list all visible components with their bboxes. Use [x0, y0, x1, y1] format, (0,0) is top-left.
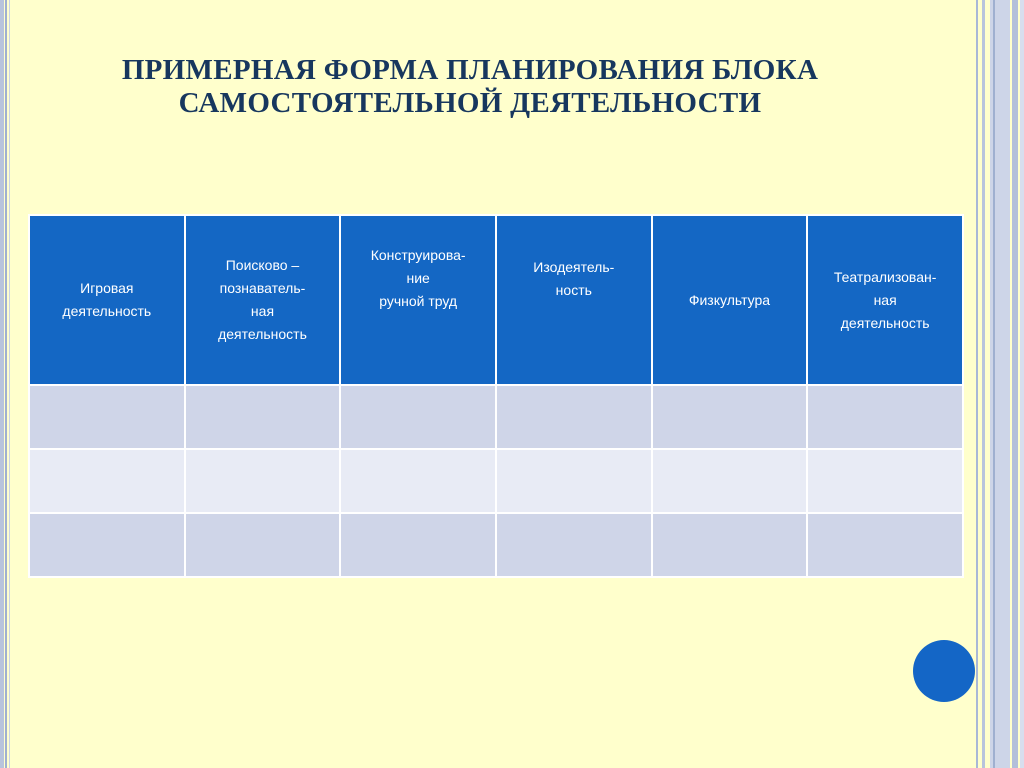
right-decorative-frame	[976, 0, 1024, 768]
table-cell[interactable]	[185, 513, 341, 577]
header-line: ность	[555, 282, 592, 298]
table-row	[29, 385, 963, 449]
header-line: ние	[406, 270, 430, 286]
header-cell-art-activity	[496, 215, 652, 385]
right-frame-stripe	[976, 0, 978, 768]
table-cell[interactable]	[185, 449, 341, 513]
header-line: Игровая	[80, 280, 134, 296]
header-cell-game-activity	[29, 215, 185, 385]
table-cell[interactable]	[807, 385, 963, 449]
left-decorative-frame	[0, 0, 14, 768]
right-frame-stripe	[993, 0, 995, 768]
header-cell-search-activity	[185, 215, 341, 385]
header-line: деятельность	[218, 326, 307, 342]
page-title	[30, 54, 910, 120]
table-cell[interactable]	[652, 513, 808, 577]
planning-table	[28, 214, 964, 578]
header-line: ручной труд	[379, 293, 458, 309]
table-cell[interactable]	[185, 385, 341, 449]
table-cell[interactable]	[496, 449, 652, 513]
title-line-2: САМОСТОЯТЕЛЬНОЙ ДЕЯТЕЛЬНОСТИ	[178, 87, 762, 119]
table-row	[29, 513, 963, 577]
left-frame-stripe	[0, 0, 4, 768]
table-cell[interactable]	[340, 513, 496, 577]
table-cell[interactable]	[340, 385, 496, 449]
header-line: Изодеятель-	[533, 259, 615, 275]
table-row	[29, 449, 963, 513]
right-frame-stripe	[1012, 0, 1018, 768]
header-line: познаватель-	[219, 280, 306, 296]
header-line: деятельность	[840, 314, 930, 331]
right-frame-stripe	[1020, 0, 1024, 768]
table-cell[interactable]	[652, 385, 808, 449]
header-line: ная	[873, 291, 897, 308]
header-line: ная	[250, 303, 275, 319]
header-line: Поисково –	[225, 257, 300, 273]
table-cell[interactable]	[29, 449, 185, 513]
header-cell-theatrical-activity	[807, 215, 963, 385]
right-frame-stripe	[982, 0, 985, 768]
header-line: Театрализован-	[833, 268, 937, 285]
header-line: Физкультура	[688, 291, 771, 308]
title-line-1: ПРИМЕРНАЯ ФОРМА ПЛАНИРОВАНИЯ БЛОКА	[121, 54, 819, 86]
table-cell[interactable]	[652, 449, 808, 513]
table-cell[interactable]	[29, 513, 185, 577]
table-cell[interactable]	[29, 385, 185, 449]
table-cell[interactable]	[807, 449, 963, 513]
decorative-circle-icon	[913, 640, 975, 702]
table-cell[interactable]	[496, 513, 652, 577]
left-frame-stripe	[9, 0, 10, 768]
header-cell-construction	[340, 215, 496, 385]
table-cell[interactable]	[496, 385, 652, 449]
header-line: Конструирова-	[370, 247, 466, 263]
header-cell-physical-education	[652, 215, 808, 385]
header-line: деятельность	[62, 303, 152, 319]
table-header-row	[29, 215, 963, 385]
left-frame-stripe	[5, 0, 7, 768]
table-cell[interactable]	[807, 513, 963, 577]
table-cell[interactable]	[340, 449, 496, 513]
